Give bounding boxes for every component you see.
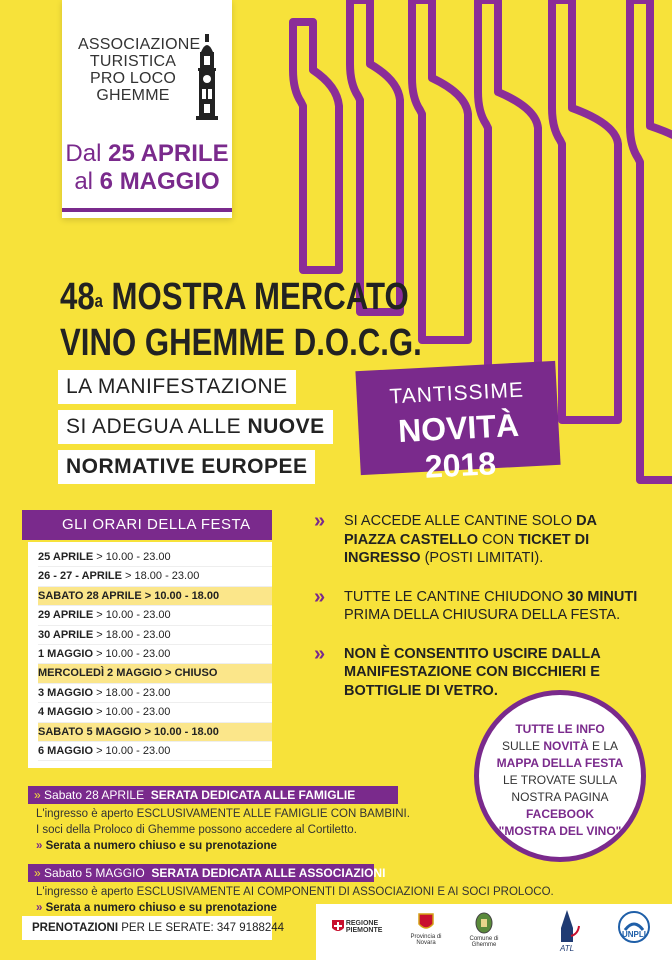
subtitle-bold: NUOVE <box>247 415 325 438</box>
rules-list <box>314 512 650 720</box>
mole-tower-icon <box>554 908 580 942</box>
schedule-hours: > 18.00 - 23.00 <box>96 686 171 699</box>
chevron-icon: » <box>314 642 326 665</box>
event-title: SERATA DEDICATA ALLE FAMIGLIE <box>150 788 356 802</box>
title-line2: VINO GHEMME D.O.C.G. <box>60 322 422 364</box>
logo-text: Comune di Ghemme <box>469 936 499 948</box>
event-note <box>28 838 398 854</box>
association-line: GHEMME <box>96 87 170 104</box>
comune-ghemme-logo <box>464 912 504 948</box>
schedule-hours: > 10.00 - 18.00 <box>144 589 220 602</box>
info-line: TUTTE LE INFO <box>515 722 605 736</box>
schedule-row <box>38 742 272 761</box>
schedule-hours: > 10.00 - 23.00 <box>96 609 171 622</box>
schedule-hours: > 18.00 - 23.00 <box>96 628 171 641</box>
subtitle-line3: NORMATIVE EUROPEE <box>58 450 315 484</box>
rule-text: (POSTI LIMITATI). <box>420 550 544 566</box>
reservations-label: PRENOTAZIONI <box>32 922 119 934</box>
rule-text: TICKET DI INGRESSO <box>344 531 590 566</box>
schedule-hours: > 10.00 - 23.00 <box>96 551 171 563</box>
schedule-day: 1 MAGGIO <box>38 647 94 660</box>
event-text: L'ingresso è aperto ESCLUSIVAMENTE ALLE FAMIGLIE CON BAMBINI. <box>36 808 410 820</box>
info-line: LE TROVATE SULLA <box>502 773 618 787</box>
bottle-outline <box>478 0 538 380</box>
reservations-bar <box>22 916 285 940</box>
schedule-row <box>38 684 272 703</box>
chevron-icon: » <box>314 585 326 608</box>
logo-text: ATL <box>559 944 575 953</box>
logo-text: UNPLI <box>622 930 646 939</box>
dates-end: 6 MAGGIO <box>99 168 220 195</box>
unpli-icon <box>617 910 651 944</box>
rule-text: NON È CONSENTITO USCIRE DALLA MANIFESTAZIONE CON BICCHIERI E BOTTIGLIE DI VETRO. <box>344 645 601 699</box>
logo-text: Provincia di Novara <box>410 934 442 946</box>
bell-tower-logo-icon <box>192 34 222 120</box>
regione-piemonte-logo <box>330 920 386 936</box>
chevron-icon: » <box>36 840 43 852</box>
chevron-icon: » <box>314 510 326 532</box>
event-text: L'ingresso è aperto ESCLUSIVAMENTE AI COMPONENTI DI ASSOCIAZIONI E AI SOCI PROLOCO. <box>36 886 554 898</box>
unpli-logo <box>616 910 652 946</box>
dates-start: 25 APRILE <box>108 140 229 167</box>
bottle-outline <box>293 22 339 270</box>
association-name <box>78 36 201 104</box>
schedule-row <box>38 723 272 742</box>
rule-text: CON <box>477 531 519 548</box>
event-heading <box>28 786 398 804</box>
schedule-day: 30 APRILE <box>38 628 94 641</box>
schedule-day: SABATO 28 APRILE <box>38 589 142 602</box>
schedule-hours: > 10.00 - 23.00 <box>96 647 171 660</box>
bottle-outline <box>552 0 618 420</box>
title-line1: MOSTRA MERCATO <box>102 276 409 318</box>
schedule-row <box>38 548 272 567</box>
info-highlight: NOVITÀ <box>543 739 589 753</box>
event-text: I soci della Proloco di Ghemme possono accedere al Cortiletto. <box>36 824 357 836</box>
shield-icon <box>332 920 344 934</box>
rule-item <box>314 512 650 568</box>
association-line: ASSOCIAZIONE <box>78 36 201 53</box>
schedule-hours: > 10.00 - 23.00 <box>96 744 171 757</box>
bottle-outline <box>350 0 400 312</box>
info-text: E LA <box>588 739 619 753</box>
schedule-row <box>38 645 272 664</box>
event-heading <box>28 864 386 882</box>
schedule-day: 6 MAGGIO <box>38 744 94 757</box>
schedule-row <box>38 664 272 683</box>
event-date: Sabato 5 MAGGIO <box>44 866 145 880</box>
reservations-phone: PER LE SERATE: 347 9188244 <box>118 922 285 934</box>
association-line: TURISTICA <box>89 53 177 70</box>
logo-text: REGIONE PIEMONTE <box>345 920 383 934</box>
info-line: "MOSTRA DEL VINO" <box>498 824 622 838</box>
info-line: NOSTRA PAGINA <box>511 790 609 804</box>
schedule-day: MERCOLEDÌ 2 MAGGIO <box>38 667 163 680</box>
event-title: SERATA DEDICATA ALLE ASSOCIAZIONI <box>151 866 386 880</box>
title-ordinal: a <box>94 291 103 311</box>
rule-text: SI ACCEDE ALLE CANTINE SOLO <box>344 513 577 529</box>
schedule-row <box>38 606 272 625</box>
rule-text: TUTTE LE CANTINE CHIUDONO <box>344 588 568 605</box>
schedule-table <box>28 542 272 768</box>
schedule-row <box>38 703 272 722</box>
schedule-hours: > 10.00 - 18.00 <box>144 725 219 738</box>
provincia-novara-logo <box>404 912 448 946</box>
event-note-text: Serata a numero chiuso e su prenotazione <box>45 902 277 914</box>
rule-text: PRIMA DELLA CHIUSURA DELLA FESTA. <box>344 607 621 623</box>
rule-item <box>314 585 650 625</box>
schedule-day: 3 MAGGIO <box>38 686 94 699</box>
atl-logo <box>552 908 582 953</box>
novita-banner <box>355 361 560 485</box>
subtitle-line1: LA MANIFESTAZIONE <box>58 370 296 404</box>
info-line: FACEBOOK <box>525 807 594 821</box>
sponsor-logos <box>316 904 672 960</box>
chevron-icon: » <box>34 866 41 880</box>
rule-text: 30 MINUTI <box>567 588 638 605</box>
event-block-families <box>28 786 410 854</box>
schedule-day: SABATO 5 MAGGIO <box>38 725 142 738</box>
event-dates <box>62 140 232 196</box>
info-line <box>479 738 641 755</box>
chevron-icon: » <box>36 902 43 914</box>
crest-icon <box>475 912 493 934</box>
schedule-day: 29 APRILE <box>38 609 94 622</box>
schedule-day: 26 - 27 - APRILE <box>38 570 122 583</box>
dates-underline <box>62 208 232 212</box>
schedule-hours: > 18.00 - 23.00 <box>125 570 200 583</box>
novita-line2: NOVITÀ 2018 <box>397 406 520 485</box>
info-circle <box>474 690 646 862</box>
dates-prefix: al <box>74 168 93 195</box>
title-number: 48 <box>60 276 95 318</box>
info-line: MAPPA DELLA FESTA <box>496 756 624 770</box>
rule-item <box>314 642 650 701</box>
schedule-hours: > CHIUSO <box>165 667 218 680</box>
event-date: Sabato 28 APRILE <box>44 788 145 802</box>
schedule-row <box>38 626 272 645</box>
subtitle-line2 <box>58 410 333 444</box>
schedule-hours: > 10.00 - 23.00 <box>96 706 171 719</box>
info-text: SULLE <box>501 739 544 753</box>
association-line: PRO LOCO <box>89 70 177 87</box>
rule-text: DA PIAZZA CASTELLO <box>344 513 597 548</box>
chevron-icon: » <box>34 788 41 802</box>
schedule-day: 25 APRILE <box>38 551 94 563</box>
schedule-row <box>38 587 272 606</box>
novita-line1: TANTISSIME <box>388 378 525 409</box>
schedule-row <box>38 567 272 586</box>
bottle-outline <box>630 0 672 480</box>
dates-prefix: Dal <box>65 140 102 167</box>
schedule-heading: GLI ORARI DELLA FESTA <box>22 510 272 540</box>
crest-icon <box>418 912 434 932</box>
main-title <box>60 274 422 366</box>
schedule-day: 4 MAGGIO <box>38 706 94 719</box>
event-note-text: Serata a numero chiuso e su prenotazione <box>45 840 277 852</box>
subtitle-text: SI ADEGUA ALLE <box>66 415 248 438</box>
